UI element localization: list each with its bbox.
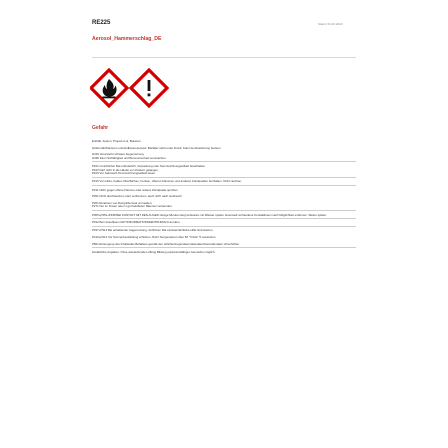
statement-additional: Zusätzliche Angaben: Ohne ausreichende Lüftung Bildung explosionsfähiger Gemische möglich. — [92, 250, 216, 254]
statement-p102: P102 Darf nicht in die Hände von Kindern gelangen. — [92, 168, 159, 172]
statement-p261: P261 Einatmen von Dampf/Aerosol vermeiden. — [92, 201, 153, 205]
statement-p410: P410+P412 Vor Sonnenbestrahlung schützen. Nicht Temperaturen über 50 °C/122 °F aussetzen. — [92, 236, 217, 240]
statement-h319: H319 Verursacht schwere Augenreizung. — [92, 153, 145, 157]
product-code: RE225 — [92, 20, 111, 26]
product-name: Aerosol_Hammerschlag_DE — [92, 36, 162, 42]
flame-icon — [91, 70, 127, 106]
statement-h222: H222+H229 Extrem entzündbares Aerosol. Behälter steht unter Druck: Kann bei Erwärmung bersten. — [92, 146, 222, 150]
statement-ingredients: Enthält: Aceton, Propan-2-ol, Butanon. — [92, 140, 142, 143]
revision-date: Stand: 01.02.2023 — [318, 22, 343, 26]
statement-p501: P501 Entsorgung des Inhalts/des Behälters gemäß den örtlichen/regionalen/nationalen/internationalen Vorschriften. — [92, 243, 356, 248]
ghs-pictograms — [90, 68, 170, 112]
statement-p305: P305+P351+P338 BEI KONTAKT MIT DEN AUGEN: Einige Minuten lang behutsam mit Wasser spülen. Eventuell vorhandene Kontaktlinsen nach Möglichkeit entfernen. Weiter spülen. — [92, 214, 356, 219]
header-divider — [92, 57, 356, 58]
statement-p312: P312 Bei Unwohlsein GIFTINFORMATIONSZENTRUM/Arzt anrufen. — [92, 221, 356, 227]
statement-p211: P211 Nicht gegen offene Flamme oder andere Zündquelle sprühen. — [92, 188, 179, 192]
statement-p103: P103 Vor Gebrauch Kennzeichnungsetikett lesen. — [92, 172, 356, 178]
statement-p210: P210 Von Hitze, heißen Oberflächen, Funken, offenen Flammen und anderen Zündquellen fernhalten. Nicht rauchen. — [92, 180, 356, 186]
statement-p337: P337+P313 Bei anhaltender Augenreizung: Ärztlichen Rat einholen/ärztliche Hilfe hinzuziehen. — [92, 229, 214, 233]
exclamation-icon — [131, 70, 167, 106]
statement-p251: P251 Nicht durchstechen oder verbrennen, auch nicht nach Gebrauch. — [92, 195, 183, 199]
hazard-statements — [92, 140, 356, 254]
statement-p271: P271 Nur im Freien oder in gut belüfteten Räumen verwenden. — [92, 205, 356, 211]
statement-p101: P101 Ist ärztlicher Rat erforderlich, Verpackung oder Kennzeichnungsetikett bereithalten. — [92, 164, 206, 168]
statement-h336: H336 Kann Schläfrigkeit und Benommenheit verursachen. — [92, 157, 356, 163]
signal-word: Gefahr — [92, 125, 109, 131]
